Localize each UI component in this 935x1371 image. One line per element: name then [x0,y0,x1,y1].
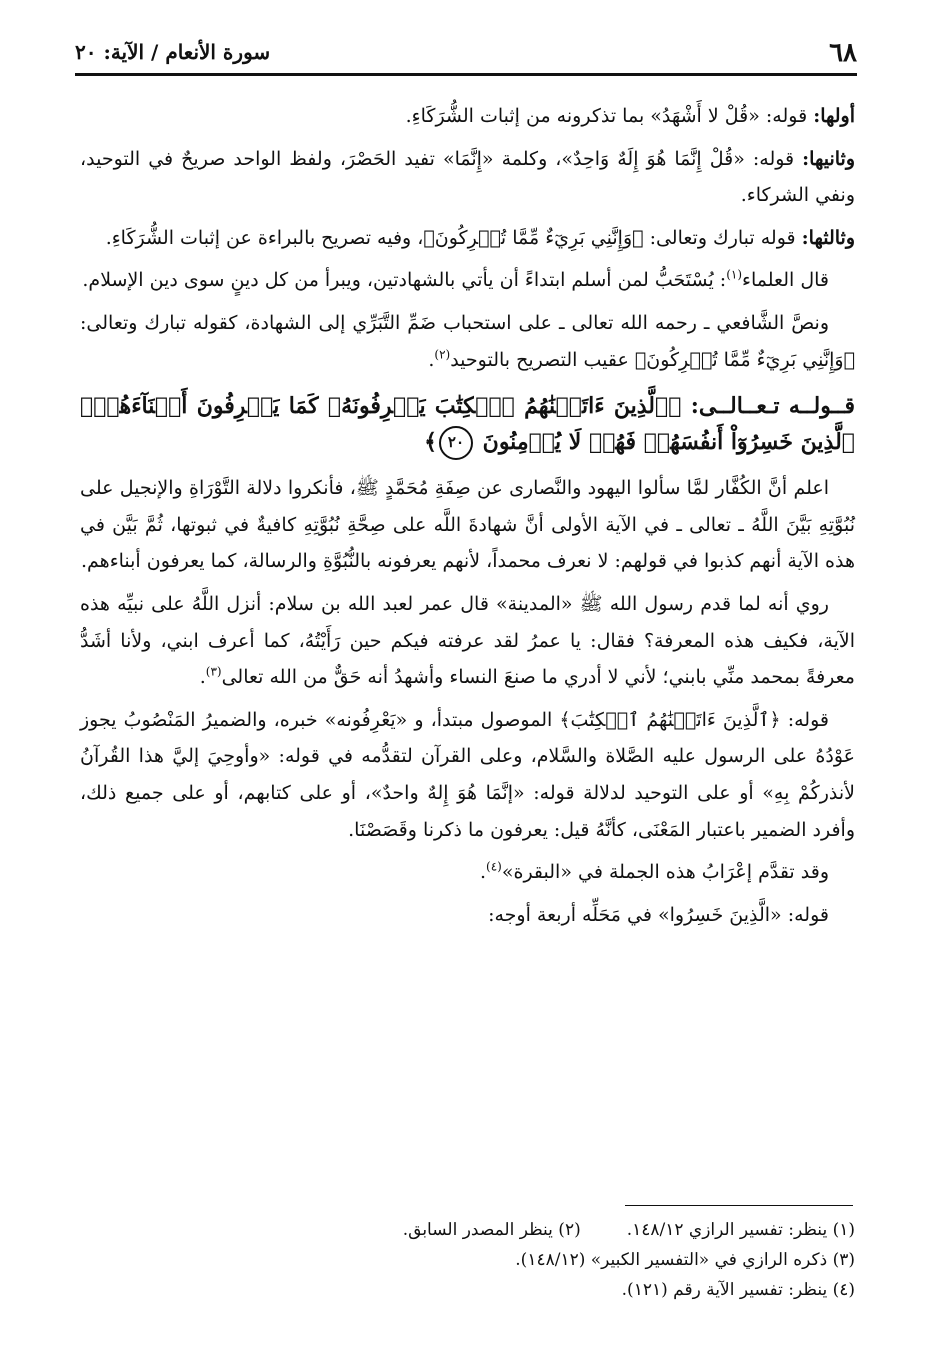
page-number: ٦٨ [829,38,857,68]
lead-third: وثالثها: [801,226,855,249]
paragraph-irab-before: وقد تقدَّم إعْرَابُ هذه الجملة في «البقرة» [501,861,829,884]
paragraph-first [80,98,855,135]
paragraph-shafii [80,305,855,378]
verse-lead: قــولــه تـعــالــى: [690,393,855,420]
footnote-row [80,1275,855,1305]
paragraph-first-text: قوله: «قُلْ لا أَشْهَدُ» بما تذكرونه من إثبات الشُّرَكَاءِ. [405,105,814,127]
footnote-1: (١) ينظر: تفسير الرازي ١٤٨/١٢. [626,1220,855,1240]
footnote-mark-4: (٤) [486,859,502,874]
lead-first: أولها: [813,105,855,127]
paragraph-know [80,470,855,580]
footnote-mark-2: (٢) [434,347,451,362]
paragraph-grammar-text: قوله: ﴿ٱلَّذِينَ ءَاتَيۡنَٰهُمُ ٱلۡكِتَٰبَ﴾ الموصول مبتدأ، و «يَعْرِفُونه» خبره، والضميرُ المَنْصُوبُ يجوز عَوْدُهُ على الرسول عليه الصَّلاة والسَّلام، وعلى القرآن لتقدُّمه في قوله: «وأوحِيَ إليَّ هذا القُرآنُ لأنذركُمْ بِهِ» أو على التوحيد لدلالة قوله: «إنَّمَا هُوَ إِلهٌ واحدٌ»، أو على كتابهم، أو على جميع ذلك، وأفرد الضمير باعتبار المَعْنَى، كأنَّهُ قيل: يعرفون ما ذكرنا وقَصَصْنَا. [80,708,855,841]
paragraph-know-text: اعلم أنَّ الكُفَّار لمَّا سألوا اليهود والنَّصارى عن صِفَةِ مُحَمَّدٍ ﷺ، فأنكروا دلالة التَّوْرَاةِ والإنجيل على نُبُوَّتِهِ بَيَّنَ اللَّهُ ـ تعالى ـ في الآية الأولى أنَّ شهادةَ اللَّه على صِحَّةِ نُبُوَّتِهِ كافيةٌ في ثبوتها، ثُمَّ بَيَّن في هذه الآية أنهم كذبوا في قولهم: لا نعرف محمداً، لأنهم يعرفونه بالنُّبُوَّةِ والرسالة، كما يعرفون أبناءهم. [80,477,855,573]
paragraph-third-text: قوله تبارك وتعالى: ﴿وَإِنَّنِي بَرِيٓءٌ مِّمَّا تُشۡرِكُونَ﴾، وفيه تصريح بالبراءة عن إثبات الشُّرَكَاءِ. [105,226,802,249]
running-title: سورة الأنعام / الآية: ٢٠ [75,40,271,64]
paragraph-four-aspects [80,897,855,934]
footnote-rule [625,1205,853,1206]
paragraph-second-text: قوله: «قُلْ إِنَّمَا هُوَ إِلَهٌ وَاحِدٌ»، وكلمة «إِنَّمَا» تفيد الحَصْرَ، ولفظ الواحد صريحٌ في التوحيد، ونفي الشركاء. [80,147,855,207]
main-text [80,98,855,939]
paragraph-shafii-before: ونصَّ الشَّافعي ـ رحمه الله تعالى ـ على استحباب ضَمِّ التَّبَرِّي إلى الشهادة، كقوله تبارك وتعالى: ﴿وَإِنَّنِي بَرِيٓءٌ مِّمَّا تُشۡرِكُونَ﴾ عقيب التصريح بالتوحيد [80,311,855,371]
paragraph-four-aspects-text: قوله: «الَّذِينَ خَسِرُوا» في مَحَلِّه أربعة أوجه: [488,903,829,926]
footnote-2: (٢) ينظر المصدر السابق. [402,1220,581,1240]
paragraph-narration-before: روي أنه لما قدم رسول الله ﷺ «المدينة» قال عمر لعبد الله بن سلام: أنزل اللَّهُ على نبيِّه هذه الآية، فكيف هذه المعرفة؟ فقال: يا عمرُ لقد عرفته فيكم حين رَأَيْتُهُ، كما أعرف ابني، ولأنا أشَدُّ معرفةً بمحمد منِّي بابني؛ لأني لا أدري ما صنعَ النساء وأشهدُ أنه حَقٌّ من الله تعالى [80,592,855,689]
footnotes [80,1215,855,1305]
footnote-3: (٣) ذكره الرازي في «التفسير الكبير» (١٤٨/١٢). [515,1250,855,1270]
paragraph-irab [80,854,855,891]
paragraph-irab-after: . [479,861,487,884]
verse-close-bracket: ﴾ [424,429,437,456]
footnote-row [80,1215,855,1245]
footnote-row [80,1245,855,1275]
header-rule [75,73,857,76]
ayah-number-medallion: ٢٠ [439,426,473,460]
footnote-mark-1: (١) [726,268,743,283]
page-header [75,34,857,74]
verse-heading [80,388,855,460]
paragraph-scholars-after: : يُسْتَحَبُّ لمن أسلم ابتداءً أن يأتي بالشهادتين، ويبرأ من كل دينٍ سوى دين الإسلام. [82,269,727,292]
paragraph-scholars-before: قال العلماء [742,269,829,292]
paragraph-shafii-after: . [428,348,435,371]
paragraph-narration-after: . [199,666,206,689]
lead-second: وثانيها: [802,147,855,170]
paragraph-narration [80,586,855,696]
footnote-mark-3: (٣) [205,664,222,679]
paragraph-grammar [80,702,855,848]
footnote-4: (٤) ينظر: تفسير الآية رقم (١٢١). [621,1280,855,1300]
paragraph-second [80,141,855,214]
verse-text: ﴿ٱلَّذِينَ ءَاتَيۡنَٰهُمُ ٱلۡكِتَٰبَ يَعۡرِفُونَهُۥ كَمَا يَعۡرِفُونَ أَبۡنَآءَهُمُۘ ٱلَّذِينَ خَسِرُوٓاْ أَنفُسَهُمۡ فَهُمۡ لَا يُؤۡمِنُونَ [80,393,855,456]
paragraph-scholars [80,262,855,299]
paragraph-third [80,220,855,257]
